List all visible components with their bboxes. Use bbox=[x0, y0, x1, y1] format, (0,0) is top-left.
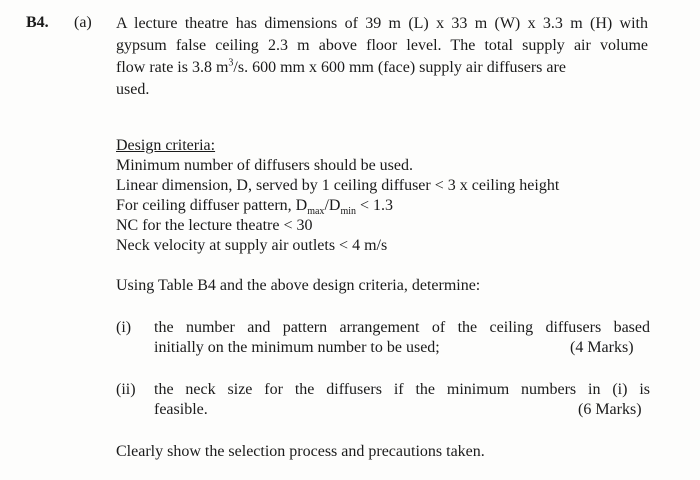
instruction-text: Using Table B4 and the above design criteria, determine: bbox=[116, 277, 481, 294]
criterion-3-a: For ceiling diffuser pattern, D bbox=[116, 197, 308, 214]
subpart-ii-line-1: the neck size for the diffusers if the minimum numbers in (i) is bbox=[154, 381, 650, 398]
criterion-3-sub-min: min bbox=[340, 206, 356, 218]
intro-line-3-b: /s. 600 mm x 600 mm (face) supply air diffusers are bbox=[233, 59, 566, 76]
subpart-i-marks: (4 Marks) bbox=[570, 339, 634, 356]
intro-line-4: used. bbox=[116, 81, 150, 98]
intro-line-1: A lecture theatre has dimensions of 39 m (L) x 33 m (W) x 3.3 m (H) with bbox=[116, 15, 648, 32]
question-number: B4. bbox=[26, 14, 49, 31]
criterion-2: Linear dimension, D, served by 1 ceiling diffuser < 3 x ceiling height bbox=[116, 177, 560, 194]
subpart-i-line-1: the number and pattern arrangement of the ceiling diffusers based bbox=[154, 319, 650, 336]
subpart-ii-line-2: feasible. bbox=[154, 401, 208, 418]
subpart-ii-label: (ii) bbox=[116, 381, 136, 398]
criterion-1: Minimum number of diffusers should be used. bbox=[116, 157, 414, 174]
subpart-ii-marks: (6 Marks) bbox=[578, 401, 642, 418]
question-part-label: (a) bbox=[74, 14, 92, 31]
intro-line-2: gypsum false ceiling 2.3 m above floor level. The total supply air volume bbox=[116, 37, 648, 54]
intro-line-3-a: flow rate is 3.8 m bbox=[116, 59, 229, 76]
closing-instruction: Clearly show the selection process and precautions taken. bbox=[116, 443, 485, 460]
subpart-i-line-2: initially on the minimum number to be used; bbox=[154, 339, 440, 356]
criterion-3-c: < 1.3 bbox=[356, 197, 394, 214]
criterion-5: Neck velocity at supply air outlets < 4 m/s bbox=[116, 237, 388, 254]
intro-line-3-sup: 3 bbox=[228, 57, 234, 69]
intro-line-3 bbox=[116, 58, 566, 77]
criterion-3 bbox=[116, 196, 394, 218]
subpart-i-label: (i) bbox=[116, 319, 132, 336]
design-criteria-heading: Design criteria: bbox=[116, 137, 216, 154]
criterion-3-sub-max: max bbox=[307, 206, 325, 218]
criterion-4: NC for the lecture theatre < 30 bbox=[116, 217, 313, 234]
criterion-3-b: /D bbox=[324, 197, 341, 214]
